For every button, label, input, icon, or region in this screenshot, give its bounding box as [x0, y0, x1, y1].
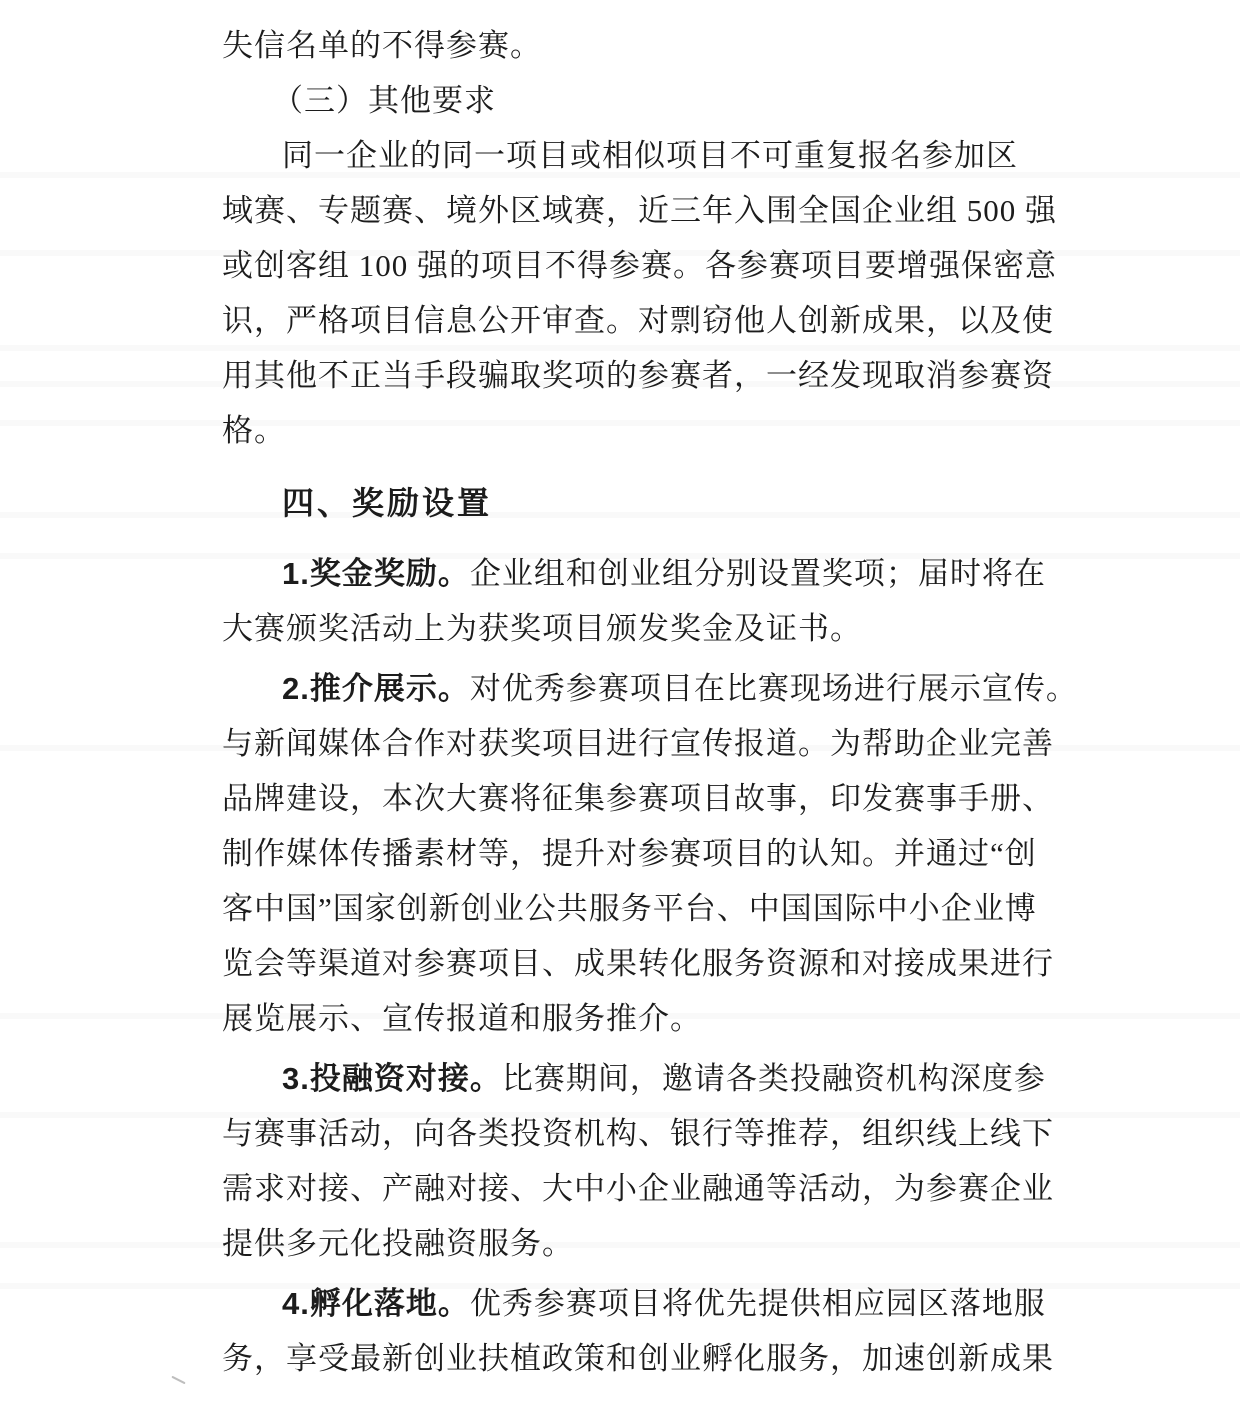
text-line: 或创客组 100 强的项目不得参赛。各参赛项目要增强保密意 — [222, 248, 1057, 283]
paragraph-lead-bold: 4.孵化落地。 — [282, 1286, 470, 1321]
text-line: 展览展示、宣传报道和服务推介。 — [222, 1001, 702, 1036]
text-line: 域赛、专题赛、境外区域赛，近三年入围全国企业组 500 强 — [222, 193, 1057, 228]
document-content — [222, 18, 1078, 1386]
text-line: 大赛颁奖活动上为获奖项目颁发奖金及证书。 — [222, 611, 862, 646]
text-line: 务，享受最新创业扶植政策和创业孵化服务，加速创新成果 — [222, 1341, 1054, 1376]
paragraph-text: 优秀参赛项目将优先提供相应园区落地服 — [469, 1286, 1046, 1321]
text-line: 与新闻媒体合作对获奖项目进行宣传报道。为帮助企业完善 — [222, 726, 1054, 761]
paragraph-text: 企业组和创业组分别设置奖项；届时将在 — [469, 556, 1046, 591]
text-line: 同一企业的同一项目或相似项目不可重复报名参加区 — [282, 138, 1018, 173]
paragraph-text: 对优秀参赛项目在比赛现场进行展示宣传。 — [469, 671, 1078, 706]
text-line — [222, 661, 1078, 716]
paragraph-lead-bold: 3.投融资对接。 — [282, 1061, 502, 1096]
text-line: 与赛事活动，向各类投资机构、银行等推荐，组织线上线下 — [222, 1116, 1054, 1151]
paragraph-text: 比赛期间，邀请各类投融资机构深度参 — [501, 1061, 1046, 1096]
text-line — [222, 1051, 1058, 1106]
section-heading-awards: 四、奖励设置 — [282, 485, 493, 521]
text-line: 品牌建设，本次大赛将征集参赛项目故事，印发赛事手册、 — [222, 781, 1054, 816]
paragraph-lead-bold: 1.奖金奖励。 — [282, 556, 470, 591]
text-line: 识，严格项目信息公开审查。对剽窃他人创新成果，以及使 — [222, 303, 1054, 338]
text-line: 需求对接、产融对接、大中小企业融通等活动，为参赛企业 — [222, 1171, 1054, 1206]
paragraph-lead-bold: 2.推介展示。 — [282, 671, 470, 706]
text-line — [222, 1276, 1058, 1331]
text-line: 格。 — [222, 413, 286, 448]
pen-mark-artifact — [171, 1376, 185, 1385]
text-line — [222, 546, 1058, 601]
text-line: 提供多元化投融资服务。 — [222, 1226, 574, 1261]
text-line: 客中国”国家创新创业公共服务平台、中国国际中小企业博 — [222, 891, 1037, 926]
subsection-heading-other-requirements: （三）其他要求 — [272, 83, 496, 118]
text-line: 制作媒体传播素材等，提升对参赛项目的认知。并通过“创 — [222, 836, 1037, 871]
text-line: 用其他不正当手段骗取奖项的参赛者，一经发现取消参赛资 — [222, 358, 1054, 393]
text-line: 览会等渠道对参赛项目、成果转化服务资源和对接成果进行 — [222, 946, 1054, 981]
text-line: 失信名单的不得参赛。 — [222, 28, 542, 63]
